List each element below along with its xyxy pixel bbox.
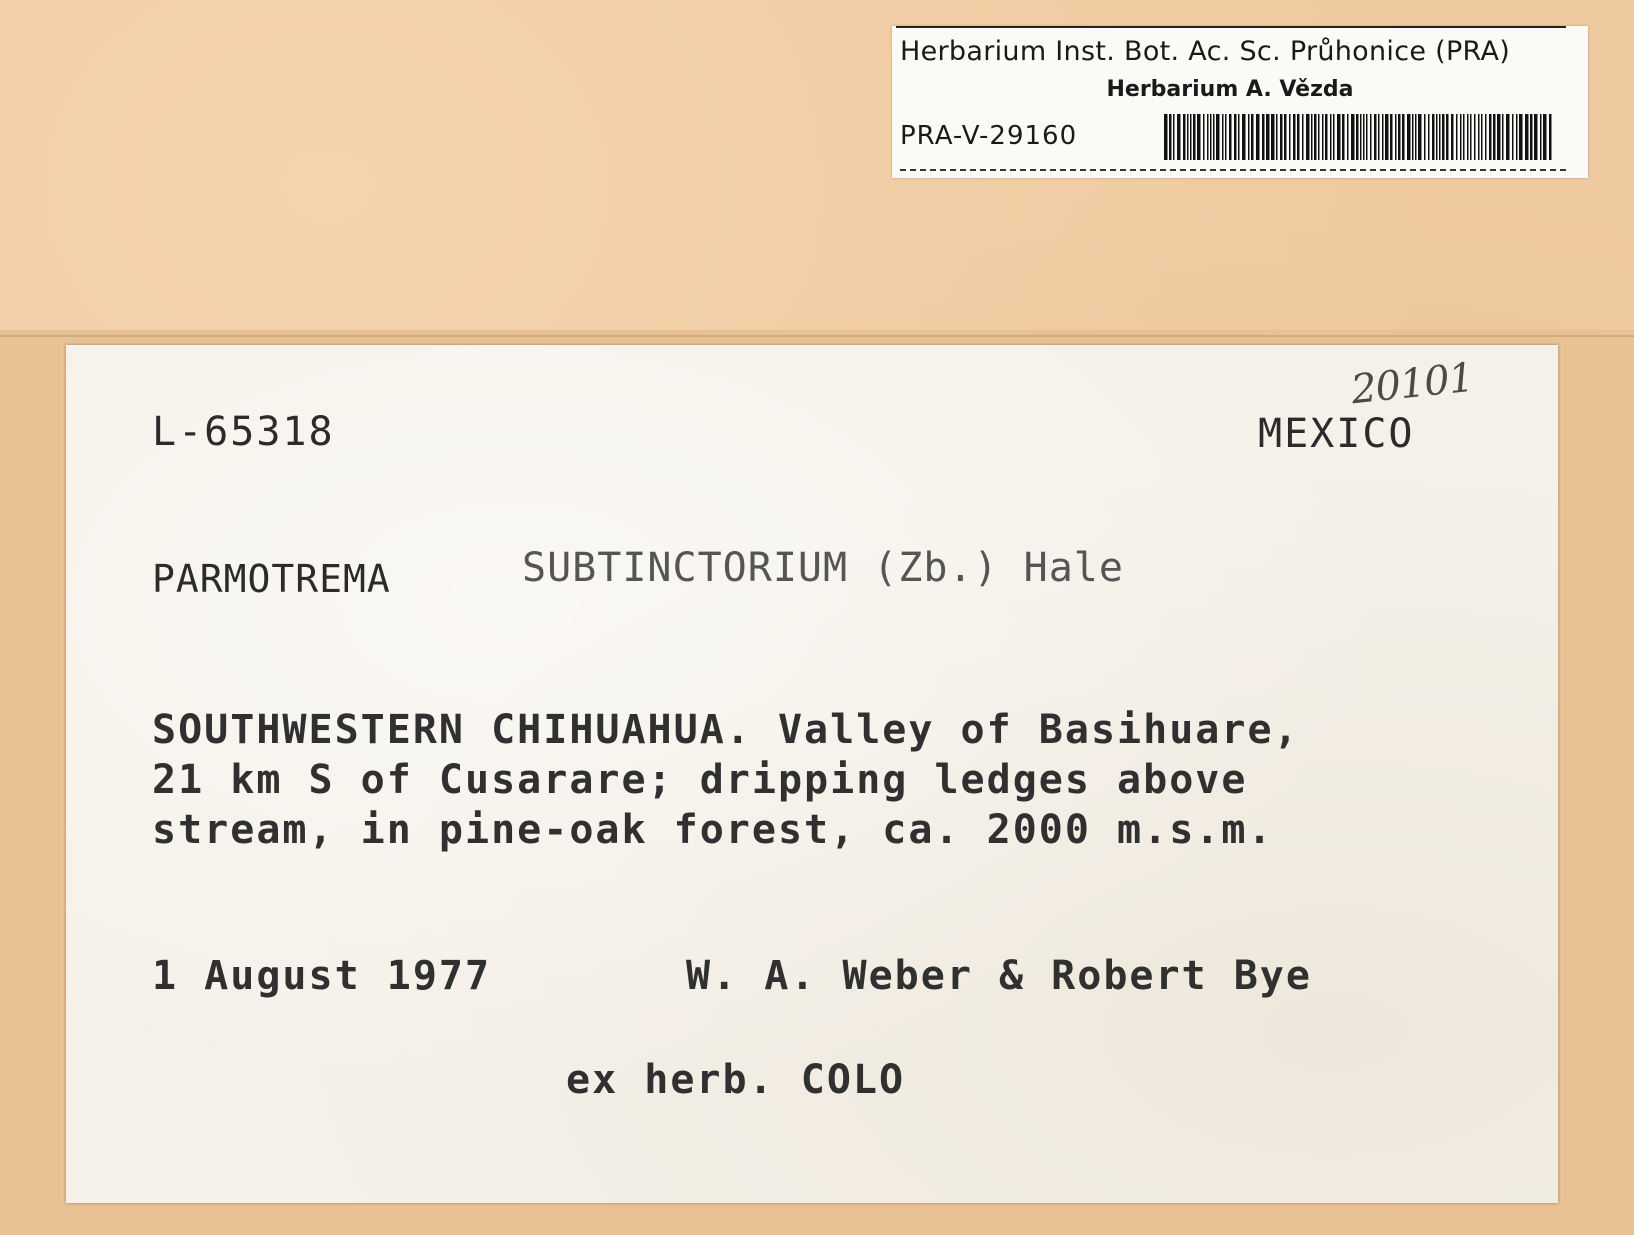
barcode-bar — [1262, 114, 1265, 160]
barcode-bar — [1325, 114, 1328, 160]
barcode-bar — [1474, 114, 1476, 160]
barcode-bar — [1213, 114, 1215, 160]
barcode-bar — [1519, 114, 1523, 160]
specimen-label — [66, 345, 1558, 1203]
barcode-bar — [1378, 114, 1380, 160]
barcode-bar — [1460, 114, 1462, 160]
barcode-bar — [1187, 114, 1189, 160]
barcode-bar — [1276, 114, 1278, 160]
barcode-bar — [1382, 114, 1384, 160]
barcode-bar — [1534, 114, 1538, 160]
barcode-bar — [1497, 114, 1501, 160]
locality-description — [152, 705, 1300, 855]
sticker-dashed-rule — [900, 169, 1566, 171]
barcode-bar — [1456, 114, 1458, 160]
barcode-bar — [1436, 114, 1438, 160]
barcode-bar — [1390, 114, 1393, 160]
barcode-bar — [1478, 114, 1480, 160]
barcode-bar — [1164, 114, 1168, 160]
barcode — [1164, 114, 1554, 160]
herbarium-name: Herbarium A. Vězda — [1106, 77, 1354, 102]
herbarium-sticker — [892, 26, 1588, 178]
barcode-bar — [1374, 114, 1377, 160]
barcode-bar — [1306, 114, 1310, 160]
barcode-bar — [1314, 114, 1317, 160]
barcode-bar — [1493, 114, 1496, 160]
barcode-bar — [1439, 114, 1441, 160]
handwritten-number: 20101 — [1348, 354, 1476, 414]
barcode-bar — [1248, 114, 1250, 160]
barcode-bar — [1446, 114, 1449, 160]
barcode-bar — [1318, 114, 1320, 160]
envelope-flap-edge — [0, 335, 1634, 337]
barcode-bar — [1169, 114, 1172, 160]
barcode-bar — [1207, 114, 1209, 160]
barcode-bar — [1530, 114, 1533, 160]
barcode-bar — [1363, 114, 1365, 160]
barcode-bar — [1385, 114, 1389, 160]
collectors: W. A. Weber & Robert Bye — [686, 953, 1312, 999]
barcode-bar — [1415, 114, 1417, 160]
barcode-bar — [1549, 114, 1552, 160]
barcode-bar — [1183, 114, 1186, 160]
barcode-bar — [1543, 114, 1547, 160]
barcode-bar — [1428, 114, 1430, 160]
barcode-bar — [1216, 114, 1220, 160]
barcode-bar — [1225, 114, 1227, 160]
barcode-bar — [1242, 114, 1246, 160]
barcode-bar — [1347, 114, 1349, 160]
barcode-bar — [1280, 114, 1283, 160]
barcode-bar — [1398, 114, 1401, 160]
label-number: L-65318 — [152, 409, 335, 455]
barcode-bar — [1173, 114, 1175, 160]
locality-line: 21 km S of Cusarare; dripping ledges above — [152, 757, 1248, 803]
barcode-bar — [1251, 114, 1254, 160]
barcode-bar — [1342, 114, 1345, 160]
genus-name: PARMOTREMA — [152, 557, 391, 601]
barcode-bar — [1271, 114, 1275, 160]
source-herbarium: ex herb. COLO — [566, 1057, 906, 1103]
barcode-bar — [1293, 114, 1296, 160]
barcode-bar — [1297, 114, 1300, 160]
barcode-bar — [1356, 114, 1359, 160]
barcode-bar — [1333, 114, 1335, 160]
barcode-bar — [1512, 114, 1514, 160]
sticker-top-rule — [896, 26, 1566, 28]
barcode-bar — [1322, 114, 1324, 160]
barcode-bar — [1451, 114, 1454, 160]
barcode-bar — [1302, 114, 1304, 160]
barcode-bar — [1210, 114, 1212, 160]
barcode-bar — [1197, 114, 1201, 160]
barcode-bar — [1485, 114, 1487, 160]
barcode-bar — [1540, 114, 1542, 160]
barcode-bar — [1525, 114, 1529, 160]
barcode-bar — [1366, 114, 1368, 160]
barcode-bar — [1442, 114, 1445, 160]
barcode-bar — [1190, 114, 1192, 160]
barcode-bar — [1502, 114, 1504, 160]
barcode-bar — [1266, 114, 1270, 160]
barcode-bar — [1351, 114, 1355, 160]
barcode-bar — [1177, 114, 1181, 160]
institution-name: Herbarium Inst. Bot. Ac. Sc. Průhonice (PRA) — [900, 36, 1511, 67]
barcode-bar — [1284, 114, 1287, 160]
barcode-bar — [1229, 114, 1232, 160]
barcode-bar — [1330, 114, 1332, 160]
barcode-bar — [1489, 114, 1492, 160]
collection-date: 1 August 1977 — [152, 953, 492, 999]
barcode-bar — [1470, 114, 1472, 160]
barcode-bar — [1222, 114, 1224, 160]
barcode-bar — [1412, 114, 1414, 160]
barcode-bar — [1370, 114, 1372, 160]
barcode-bar — [1289, 114, 1291, 160]
barcode-bar — [1424, 114, 1426, 160]
barcode-bar — [1516, 114, 1518, 160]
barcode-bar — [1203, 114, 1205, 160]
barcode-bar — [1418, 114, 1422, 160]
barcode-bar — [1407, 114, 1411, 160]
barcode-bar — [1311, 114, 1313, 160]
barcode-bar — [1193, 114, 1196, 160]
specimen-code: PRA-V-29160 — [900, 121, 1078, 151]
barcode-bar — [1395, 114, 1397, 160]
locality-line: stream, in pine-oak forest, ca. 2000 m.s.m. — [152, 807, 1274, 853]
barcode-bar — [1432, 114, 1435, 160]
barcode-bar — [1238, 114, 1240, 160]
barcode-bar — [1467, 114, 1469, 160]
barcode-bar — [1463, 114, 1465, 160]
barcode-bar — [1234, 114, 1237, 160]
barcode-bar — [1360, 114, 1362, 160]
country: MEXICO — [1258, 411, 1415, 457]
barcode-bar — [1402, 114, 1405, 160]
species-name: SUBTINCTORIUM (Zb.) Hale — [522, 545, 1124, 591]
barcode-bar — [1256, 114, 1260, 160]
locality-line: SOUTHWESTERN CHIHUAHUA. Valley of Basihuare, — [152, 707, 1300, 753]
barcode-bar — [1337, 114, 1341, 160]
barcode-bar — [1481, 114, 1483, 160]
barcode-bar — [1506, 114, 1510, 160]
